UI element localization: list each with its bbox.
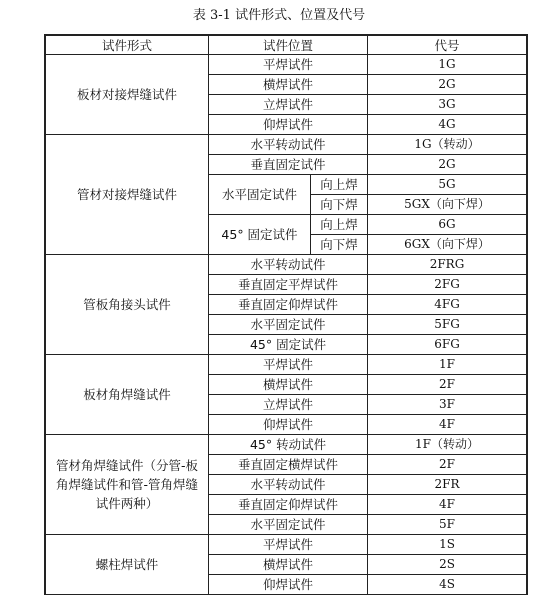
table-row xyxy=(46,55,527,75)
code-cell: 5G xyxy=(368,175,527,195)
code-cell: 1F xyxy=(368,355,527,375)
position-cell: 平焊试件 xyxy=(209,535,368,555)
table-row xyxy=(46,355,527,375)
position-cell-horizontal-fixed: 水平固定试件 xyxy=(209,175,311,215)
code-cell: 4S xyxy=(368,575,527,595)
position-cell: 垂直固定横焊试件 xyxy=(209,455,368,475)
position-cell: 水平固定试件 xyxy=(209,315,368,335)
direction-cell: 向下焊 xyxy=(311,195,368,215)
code-cell: 4FG xyxy=(368,295,527,315)
code-cell: 4F xyxy=(368,415,527,435)
code-cell: 1S xyxy=(368,535,527,555)
position-cell: 水平转动试件 xyxy=(209,475,368,495)
position-cell: 垂直固定仰焊试件 xyxy=(209,295,368,315)
code-cell: 5FG xyxy=(368,315,527,335)
position-cell: 水平转动试件 xyxy=(209,255,368,275)
group-pipe-fillet: 管材角焊缝试件（分管-板角焊缝试件和管-管角焊缝试件两种） xyxy=(46,435,209,535)
position-cell: 立焊试件 xyxy=(209,395,368,415)
position-cell: 平焊试件 xyxy=(209,355,368,375)
code-cell: 5GX（向下焊） xyxy=(368,195,527,215)
position-cell: 垂直固定试件 xyxy=(209,155,368,175)
position-cell: 仰焊试件 xyxy=(209,115,368,135)
position-cell: 立焊试件 xyxy=(209,95,368,115)
code-cell: 6GX（向下焊） xyxy=(368,235,527,255)
position-cell: 45° 固定试件 xyxy=(209,335,368,355)
direction-cell: 向下焊 xyxy=(311,235,368,255)
position-cell: 垂直固定平焊试件 xyxy=(209,275,368,295)
direction-cell: 向上焊 xyxy=(311,215,368,235)
code-cell: 3F xyxy=(368,395,527,415)
code-cell: 2S xyxy=(368,555,527,575)
position-cell: 45° 转动试件 xyxy=(209,435,368,455)
header-form: 试件形式 xyxy=(46,36,209,55)
code-cell: 3G xyxy=(368,95,527,115)
code-cell: 2F xyxy=(368,455,527,475)
table-row xyxy=(46,255,527,275)
group-pipe-butt: 管材对接焊缝试件 xyxy=(46,135,209,255)
group-tube-plate: 管板角接头试件 xyxy=(46,255,209,355)
code-cell: 4G xyxy=(368,115,527,135)
header-position: 试件位置 xyxy=(209,36,368,55)
code-cell: 6FG xyxy=(368,335,527,355)
table-row xyxy=(46,135,527,155)
table-caption: 表 3-1 试件形式、位置及代号 xyxy=(192,8,366,23)
position-cell: 垂直固定仰焊试件 xyxy=(209,495,368,515)
group-plate-butt: 板材对接焊缝试件 xyxy=(46,55,209,135)
group-stud: 螺柱焊试件 xyxy=(46,535,209,595)
code-cell: 2G xyxy=(368,155,527,175)
position-cell: 横焊试件 xyxy=(209,555,368,575)
header-code: 代号 xyxy=(368,36,527,55)
header-row xyxy=(46,36,527,55)
position-cell: 水平固定试件 xyxy=(209,515,368,535)
code-cell: 2FRG xyxy=(368,255,527,275)
code-cell: 1F（转动） xyxy=(368,435,527,455)
position-cell-45-fixed: 45° 固定试件 xyxy=(209,215,311,255)
group-plate-fillet: 板材角焊缝试件 xyxy=(46,355,209,435)
direction-cell: 向上焊 xyxy=(311,175,368,195)
position-cell: 横焊试件 xyxy=(209,75,368,95)
position-cell: 平焊试件 xyxy=(209,55,368,75)
position-cell: 横焊试件 xyxy=(209,375,368,395)
code-cell: 2F xyxy=(368,375,527,395)
code-cell: 5F xyxy=(368,515,527,535)
table-row xyxy=(46,535,527,555)
code-cell: 1G xyxy=(368,55,527,75)
code-cell: 2FG xyxy=(368,275,527,295)
position-cell: 仰焊试件 xyxy=(209,415,368,435)
table-row xyxy=(46,435,527,455)
position-cell: 水平转动试件 xyxy=(209,135,368,155)
position-cell: 仰焊试件 xyxy=(209,575,368,595)
specimen-table xyxy=(45,35,527,595)
code-cell: 4F xyxy=(368,495,527,515)
code-cell: 2G xyxy=(368,75,527,95)
code-cell: 2FR xyxy=(368,475,527,495)
code-cell: 1G（转动） xyxy=(368,135,527,155)
code-cell: 6G xyxy=(368,215,527,235)
